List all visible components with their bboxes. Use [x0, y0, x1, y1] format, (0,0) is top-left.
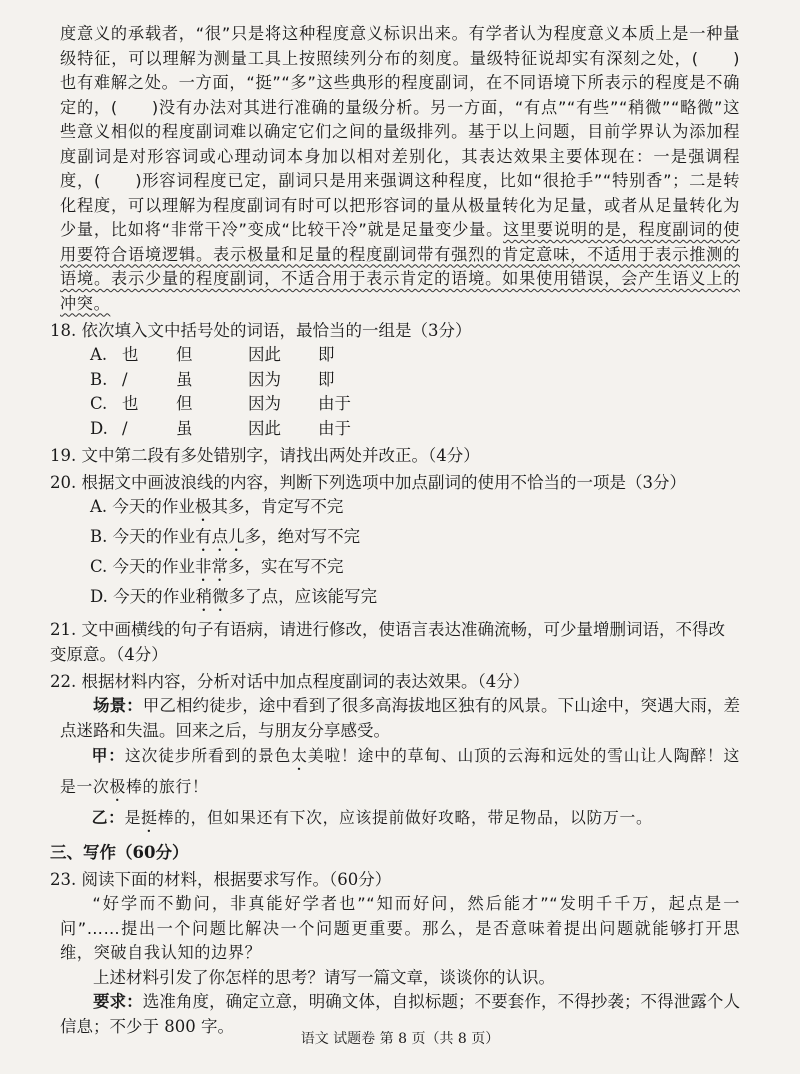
q18-option-c: C. 也 但 因为 由于: [90, 394, 351, 413]
q20-option-d: D. 今天的作业稍微多了点，应该能写完: [90, 587, 378, 606]
question-20: 20. 根据文中画波浪线的内容，判断下列选项中加点副词的使用不恰当的一项是（3分）: [50, 473, 686, 492]
dotted-adverb: 挺: [141, 808, 158, 827]
q23-material: “好学而不勤问，非真能好学者也”“知而好问，然后能才”“发明千千万，起点是一问”……提出一个问题比解决一个问题更重要。那么，是否意味着提出问题就能够打开思维，突破自我认知的边界？: [60, 894, 740, 962]
q18-option-d: D. / 虽 因此 由于: [90, 418, 351, 438]
q23-prompt: 上述材料引发了你怎样的思考？请写一篇文章，谈谈你的认识。: [93, 967, 555, 987]
dotted-adverb: 稍微: [195, 587, 229, 606]
dotted-adverb: 极: [194, 497, 212, 516]
dotted-adverb: 非常: [195, 557, 229, 576]
q20-option-a: A. 今天的作业极其多，肯定写不完: [90, 497, 344, 516]
page-footer: 语文 试题卷 第 8 页（共 8 页）: [300, 1031, 500, 1047]
passage-text: 度意义的承载者，“很”只是将这种程度意义标识出来。有学者认为程度意义本质上是一种量级特征，可以理解为测量工具上按照续列分布的刻度。量级特征说却实有深刻之处，( )也有难解之处。一方面，“挺”“多”这些典形的程度副词，在不同语境下所表示的程度是不确定的，( )没有办法对其进行准确的量级分析。另一方面，“有点”“有些”“稍微”“略微”这些意义相似的程度副词难以确定它们之间的量级排列。基于以上问题，目前学界认为添加程度副词是对形容词或心理动词本身加以相对差别化，其表达效果主要体现在：一是强调程度，( )形容词程度已定，副词只是用来强调这种程度，比如“很抢手”“特别香”；二是转化程度，可以理解为程度副词有时可以把形容词的量从极量转化为足量，或者从足量转化为少量，比如将“非常干冷”变成“比较干冷”就是足量变少量。: [60, 24, 740, 239]
question-21: 21. 文中画横线的句子有语病，请进行修改，使语言表达准确流畅，可少量增删词语，不得改变原意。（4分）: [50, 620, 725, 664]
question-23: 23. 阅读下面的材料，根据要求写作。（60分）: [50, 870, 392, 889]
dotted-adverb: 极: [109, 777, 126, 796]
question-22: 22. 根据材料内容，分析对话中加点程度副词的表达效果。（4分）: [50, 672, 530, 691]
q23-requirements: 要求：选准角度，确定立意，明确文体，自拟标题；不要套作，不得抄袭；不得泄露个人信息；不少于 800 字。: [60, 992, 741, 1036]
wavy-underlined-text: 这里要说明的是，程度副词的使用要符合语境逻辑。表示极量和足量的程度副词带有强烈的肯定意味，不适用于表示推测的语境。表示少量的程度副词，不适合用于表示肯定的语境。如果使用错误，会产生语义上的冲突。: [60, 220, 740, 313]
dotted-adverb: 太: [291, 746, 308, 765]
q22-scene: 场景：甲乙相约徒步，途中看到了很多高海拔地区独有的风景。下山途中，突遇大雨，差点迷路和失温。回来之后，与朋友分享感受。: [60, 696, 741, 740]
q18-option-b: B. / 虽 因为 即: [90, 369, 335, 389]
q22-dialog-jia: 甲：这次徒步所看到的景色太美啦！途中的草甸、山顶的云海和远处的雪山让人陶醉！这是一次极棒的旅行！: [60, 746, 741, 796]
dotted-adverb: 有点儿: [195, 527, 245, 546]
question-19: 19. 文中第二段有多处错别字，请找出两处并改正。（4分）: [50, 446, 480, 465]
q20-option-b: B. 今天的作业有点儿多，绝对写不完: [90, 527, 361, 546]
question-18: 18. 依次填入文中括号处的词语，最恰当的一组是（3分）: [50, 321, 472, 340]
q20-option-c: C. 今天的作业非常多，实在写不完: [90, 557, 344, 576]
q18-option-a: A. 也 但 因此 即: [90, 345, 335, 364]
q22-dialog-yi: 乙：是挺棒的，但如果还有下次，应该提前做好攻略，带足物品，以防万一。: [91, 808, 653, 827]
passage: [60, 22, 740, 316]
exam-page: [50, 22, 741, 1039]
section-3-title: 三、写作（60分）: [50, 843, 189, 862]
